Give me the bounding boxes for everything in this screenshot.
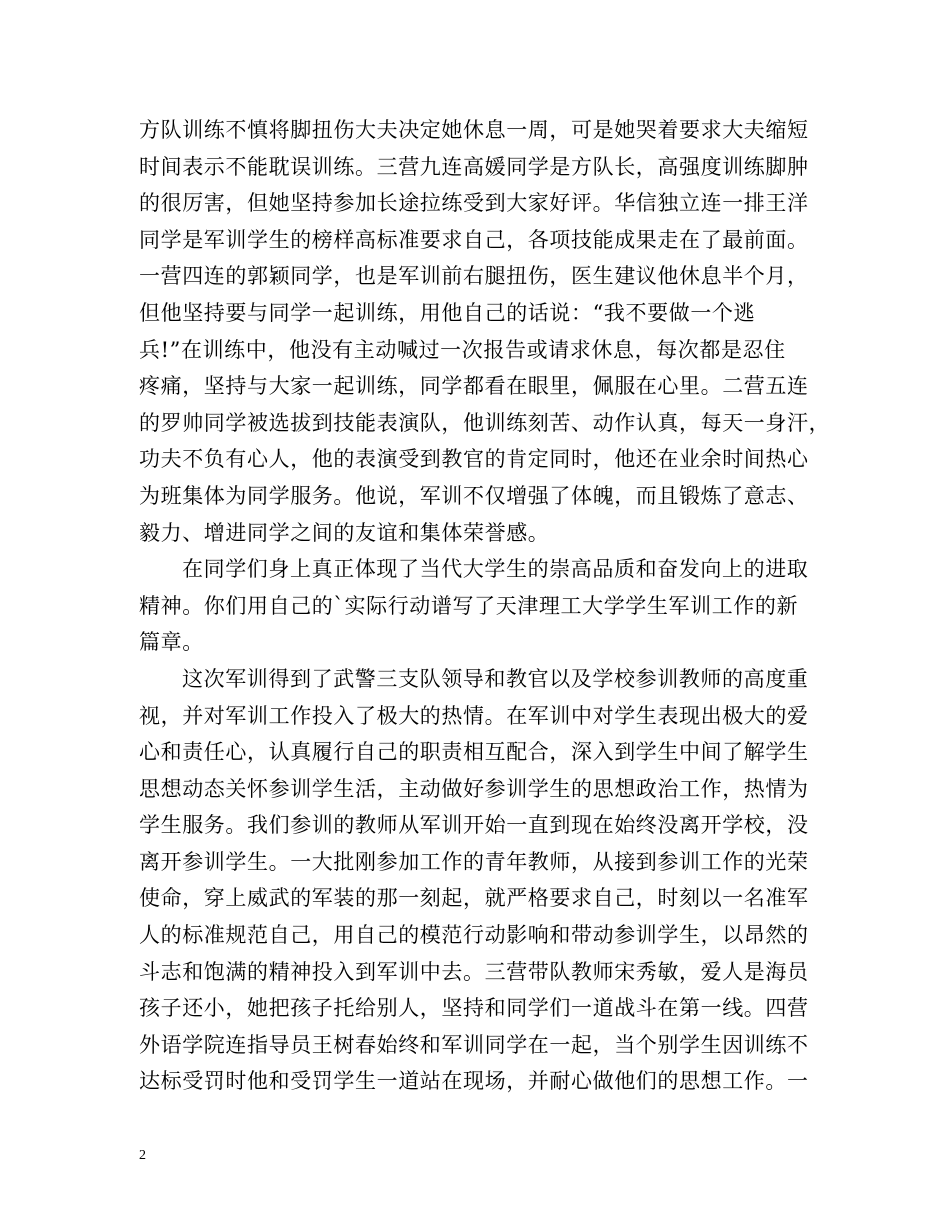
text-line: 时间表示不能耽误训练。三营九连高媛同学是方队长，高强度训练脚肿	[139, 154, 809, 179]
paragraph-first-line: 这次军训得到了武警三支队领导和教官以及学校参训教师的高度重	[182, 666, 809, 691]
text-line: 精神。你们用自己的`实际行动谱写了天津理工大学学生军训工作的新	[139, 593, 799, 618]
text-line: 的罗帅同学被选拔到技能表演队，他训练刻苦、动作认真，每天一身汗，	[139, 410, 831, 435]
text-line: 离开参训学生。一大批刚参加工作的青年教师，从接到参训工作的光荣	[139, 849, 809, 874]
page-number: 2	[139, 1148, 146, 1163]
text-line: 篇章。	[139, 630, 204, 655]
text-line: 方队训练不慎将脚扭伤大夫决定她休息一周，可是她哭着要求大夫缩短	[139, 118, 809, 142]
text-line: 毅力、增进同学之间的友谊和集体荣誉感。	[139, 520, 550, 545]
text-line: 学生服务。我们参训的教师从军训开始一直到现在始终没离开学校，没	[139, 813, 809, 838]
text-line: 孩子还小，她把孩子托给别人，坚持和同学们一道战斗在第一线。四营	[139, 996, 809, 1021]
text-line: 功夫不负有心人，他的表演受到教官的肯定同时，他还在业余时间热心	[139, 447, 809, 472]
paragraph-first-line: 在同学们身上真正体现了当代大学生的崇高品质和奋发向上的进取	[182, 557, 809, 582]
text-line: 斗志和饱满的精神投入到军训中去。三营带队教师宋秀敏，爱人是海员	[139, 959, 809, 984]
text-line: 为班集体为同学服务。他说，军训不仅增强了体魄，而且锻炼了意志、	[139, 483, 809, 508]
text-line: 心和责任心，认真履行自己的职责相互配合，深入到学生中间了解学生	[139, 740, 809, 765]
text-line: 使命，穿上威武的军装的那一刻起，就严格要求自己，时刻以一名准军	[139, 886, 809, 911]
text-line: 达标受罚时他和受罚学生一道站在现场，并耐心做他们的思想工作。一	[139, 1069, 809, 1094]
body-text	[139, 112, 829, 1100]
text-line: 一营四连的郭颖同学，也是军训前右腿扭伤，医生建议他休息半个月，	[139, 264, 809, 289]
text-line: 但他坚持要与同学一起训练，用他自己的话说：“我不要做一个逃	[139, 300, 756, 325]
text-line: 外语学院连指导员王树春始终和军训同学在一起，当个别学生因训练不	[139, 1032, 809, 1057]
text-line: 视，并对军训工作投入了极大的热情。在军训中对学生表现出极大的爱	[139, 703, 809, 728]
text-line: 同学是军训学生的榜样高标准要求自己，各项技能成果走在了最前面。	[139, 227, 809, 252]
text-line: 疼痛，坚持与大家一起训练，同学都看在眼里，佩服在心里。二营五连	[139, 374, 809, 399]
text-line: 的很厉害，但她坚持参加长途拉练受到大家好评。华信独立连一排王洋	[139, 191, 809, 216]
text-line: 人的标准规范自己，用自己的模范行动影响和带动参训学生，以昂然的	[139, 923, 809, 948]
text-line: 思想动态关怀参训学生活，主动做好参训学生的思想政治工作，热情为	[139, 776, 809, 801]
text-line: 兵!”在训练中，他没有主动喊过一次报告或请求休息，每次都是忍住	[139, 337, 786, 362]
